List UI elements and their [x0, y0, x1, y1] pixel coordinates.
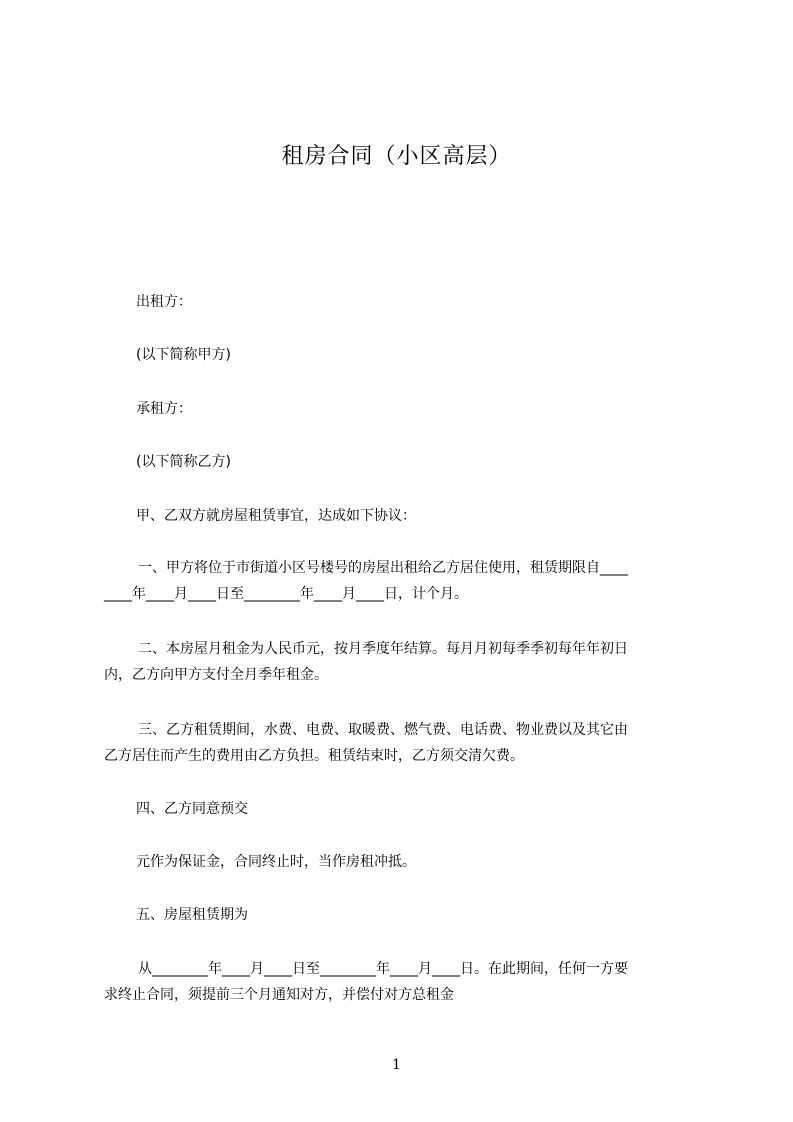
document-title: 租房合同（小区高层）	[281, 144, 512, 169]
clause-4-heading: 四、乙方同意预交	[136, 801, 248, 817]
clause-1-line-2: ____年____月____日至________年____月____日，计个月。	[104, 586, 468, 602]
agreement-intro: 甲、乙双方就房屋租赁事宜，达成如下协议：	[136, 508, 416, 524]
clause-3-line-2: 乙方居住而产生的费用由乙方负担。租赁结束时，乙方须交清欠费。	[104, 748, 524, 764]
clause-5-line-1: 从________年____月____日至________年____月____日。在此期间，任何一方要	[138, 961, 628, 977]
clause-1-line-1: 一、甲方将位于市街道小区号楼号的房屋出租给乙方居住使用，租赁期限自____	[138, 560, 628, 576]
lessee-abbreviation: (以下简称乙方)	[136, 454, 231, 470]
lessor-abbreviation: (以下简称甲方)	[136, 347, 231, 363]
lessee-line: 承租方：	[136, 401, 192, 417]
clause-4-body: 元作为保证金，合同终止时，当作房租冲抵。	[136, 854, 416, 870]
clause-2-line-1: 二、本房屋月租金为人民币元，按月季度年结算。每月月初每季季初每年年初日	[138, 641, 628, 657]
clause-3-line-1: 三、乙方租赁期间，水费、电费、取暖费、燃气费、电话费、物业费以及其它由	[138, 722, 628, 738]
clause-5-heading: 五、房屋租赁期为	[136, 907, 248, 923]
lessor-line: 出租方：	[136, 294, 192, 310]
clause-5-line-2: 求终止合同，须提前三个月通知对方，并偿付对方总租金	[104, 987, 454, 1003]
clause-2-line-2: 内，乙方向甲方支付全月季年租金。	[104, 667, 328, 683]
page-number: 1	[392, 1057, 401, 1073]
